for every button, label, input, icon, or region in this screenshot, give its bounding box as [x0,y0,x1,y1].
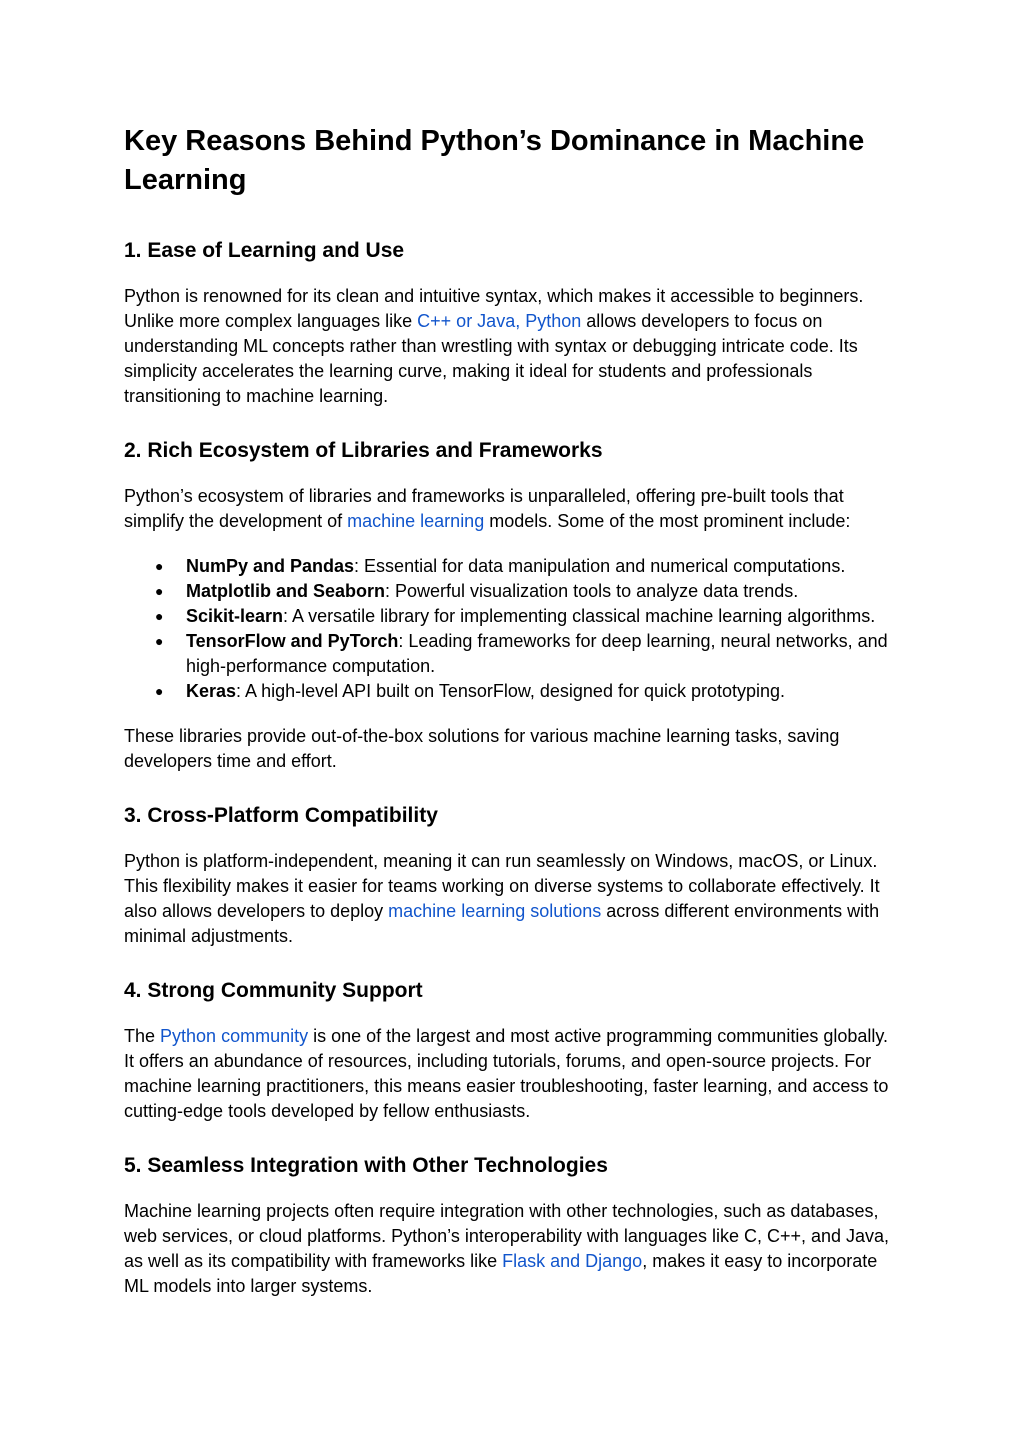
section-cross-platform [124,801,900,949]
list-item [124,604,900,629]
paragraph-text: models. Some of the most prominent include: [484,511,851,531]
link-flask-django[interactable]: Flask and Django [502,1251,643,1271]
section-community-support [124,976,900,1124]
list-item [124,554,900,579]
section-paragraph [124,484,900,534]
list-item-term: Scikit-learn [186,606,284,626]
section-heading: 3. Cross-Platform Compatibility [124,804,438,827]
section-rich-ecosystem [124,436,900,774]
section-heading: 1. Ease of Learning and Use [124,239,405,262]
link-machine-learning[interactable]: machine learning [347,511,485,531]
list-item [124,579,900,604]
list-item-term: Keras [186,681,237,701]
list-item-term: TensorFlow and PyTorch [186,631,399,651]
list-item-term: NumPy and Pandas [186,556,355,576]
list-item-term: Matplotlib and Seaborn [186,581,386,601]
section-paragraph: These libraries provide out-of-the-box solutions for various machine learning tasks, saving developers time and effort. [124,726,840,771]
list-item-text: : A high-level API built on TensorFlow, designed for quick prototyping. [236,681,786,701]
section-heading: 5. Seamless Integration with Other Technologies [124,1154,608,1177]
bullet-icon: ● [155,558,164,574]
link-python-community[interactable]: Python community [160,1026,309,1046]
library-list [124,554,900,704]
link-machine-learning-solutions[interactable]: machine learning solutions [388,901,602,921]
paragraph-text: across different environments with minimal adjustments. [124,901,880,946]
link-cpp-java-python[interactable]: C++ or Java, Python [417,311,582,331]
bullet-icon: ● [155,683,164,699]
paragraph-text: , makes it easy to incorporate ML models into larger systems. [124,1251,878,1296]
bullet-icon: ● [155,583,164,599]
section-paragraph [124,1199,900,1299]
list-item [124,679,900,704]
section-paragraph [124,849,900,949]
paragraph-text: The [124,1026,161,1046]
section-paragraph [124,1024,900,1124]
list-item-text: : A versatile library for implementing classical machine learning algorithms. [283,606,876,626]
section-ease-of-learning [124,236,900,409]
paragraph-text: Python is renowned for its clean and intuitive syntax, which makes it accessible to beginners. Unlike more complex languages like [124,286,864,331]
bullet-icon: ● [155,608,164,624]
bullet-icon: ● [155,633,164,649]
list-item-text: : Leading frameworks for deep learning, neural networks, and high-performance computation. [186,631,888,676]
list-item-text: : Powerful visualization tools to analyze data trends. [385,581,799,601]
section-heading: 2. Rich Ecosystem of Libraries and Frameworks [124,439,603,462]
section-paragraph [124,284,900,409]
paragraph-text: Machine learning projects often require integration with other technologies, such as databases, web services, or cloud platforms. Python’s interoperability with languages like C, C++, and Java, as well as its compatibility with frameworks like [124,1201,890,1271]
paragraph-text: is one of the largest and most active programming communities globally. It offers an abundance of resources, including tutorials, forums, and open-source projects. For machine learning practitioners, this means easier troubleshooting, faster learning, and access to cutting-edge tools developed by fellow enthusiasts. [124,1026,889,1121]
paragraph-text: Python’s ecosystem of libraries and frameworks is unparalleled, offering pre-built tools that simplify the development of [124,486,844,531]
paragraph-text: Python is platform-independent, meaning it can run seamlessly on Windows, macOS, or Linux. This flexibility makes it easier for teams working on diverse systems to collaborate effectively. It also allows developers to deploy [124,851,880,921]
page-title: Key Reasons Behind Python’s Dominance in Machine Learning [124,125,865,196]
section-heading: 4. Strong Community Support [124,979,423,1002]
list-item-text: : Essential for data manipulation and numerical computations. [354,556,846,576]
list-item [124,629,900,679]
section-seamless-integration [124,1151,900,1299]
paragraph-text: allows developers to focus on understanding ML concepts rather than wrestling with syntax or debugging intricate code. Its simplicity accelerates the learning curve, making it ideal for students and professionals transitioning to machine learning. [124,311,858,406]
